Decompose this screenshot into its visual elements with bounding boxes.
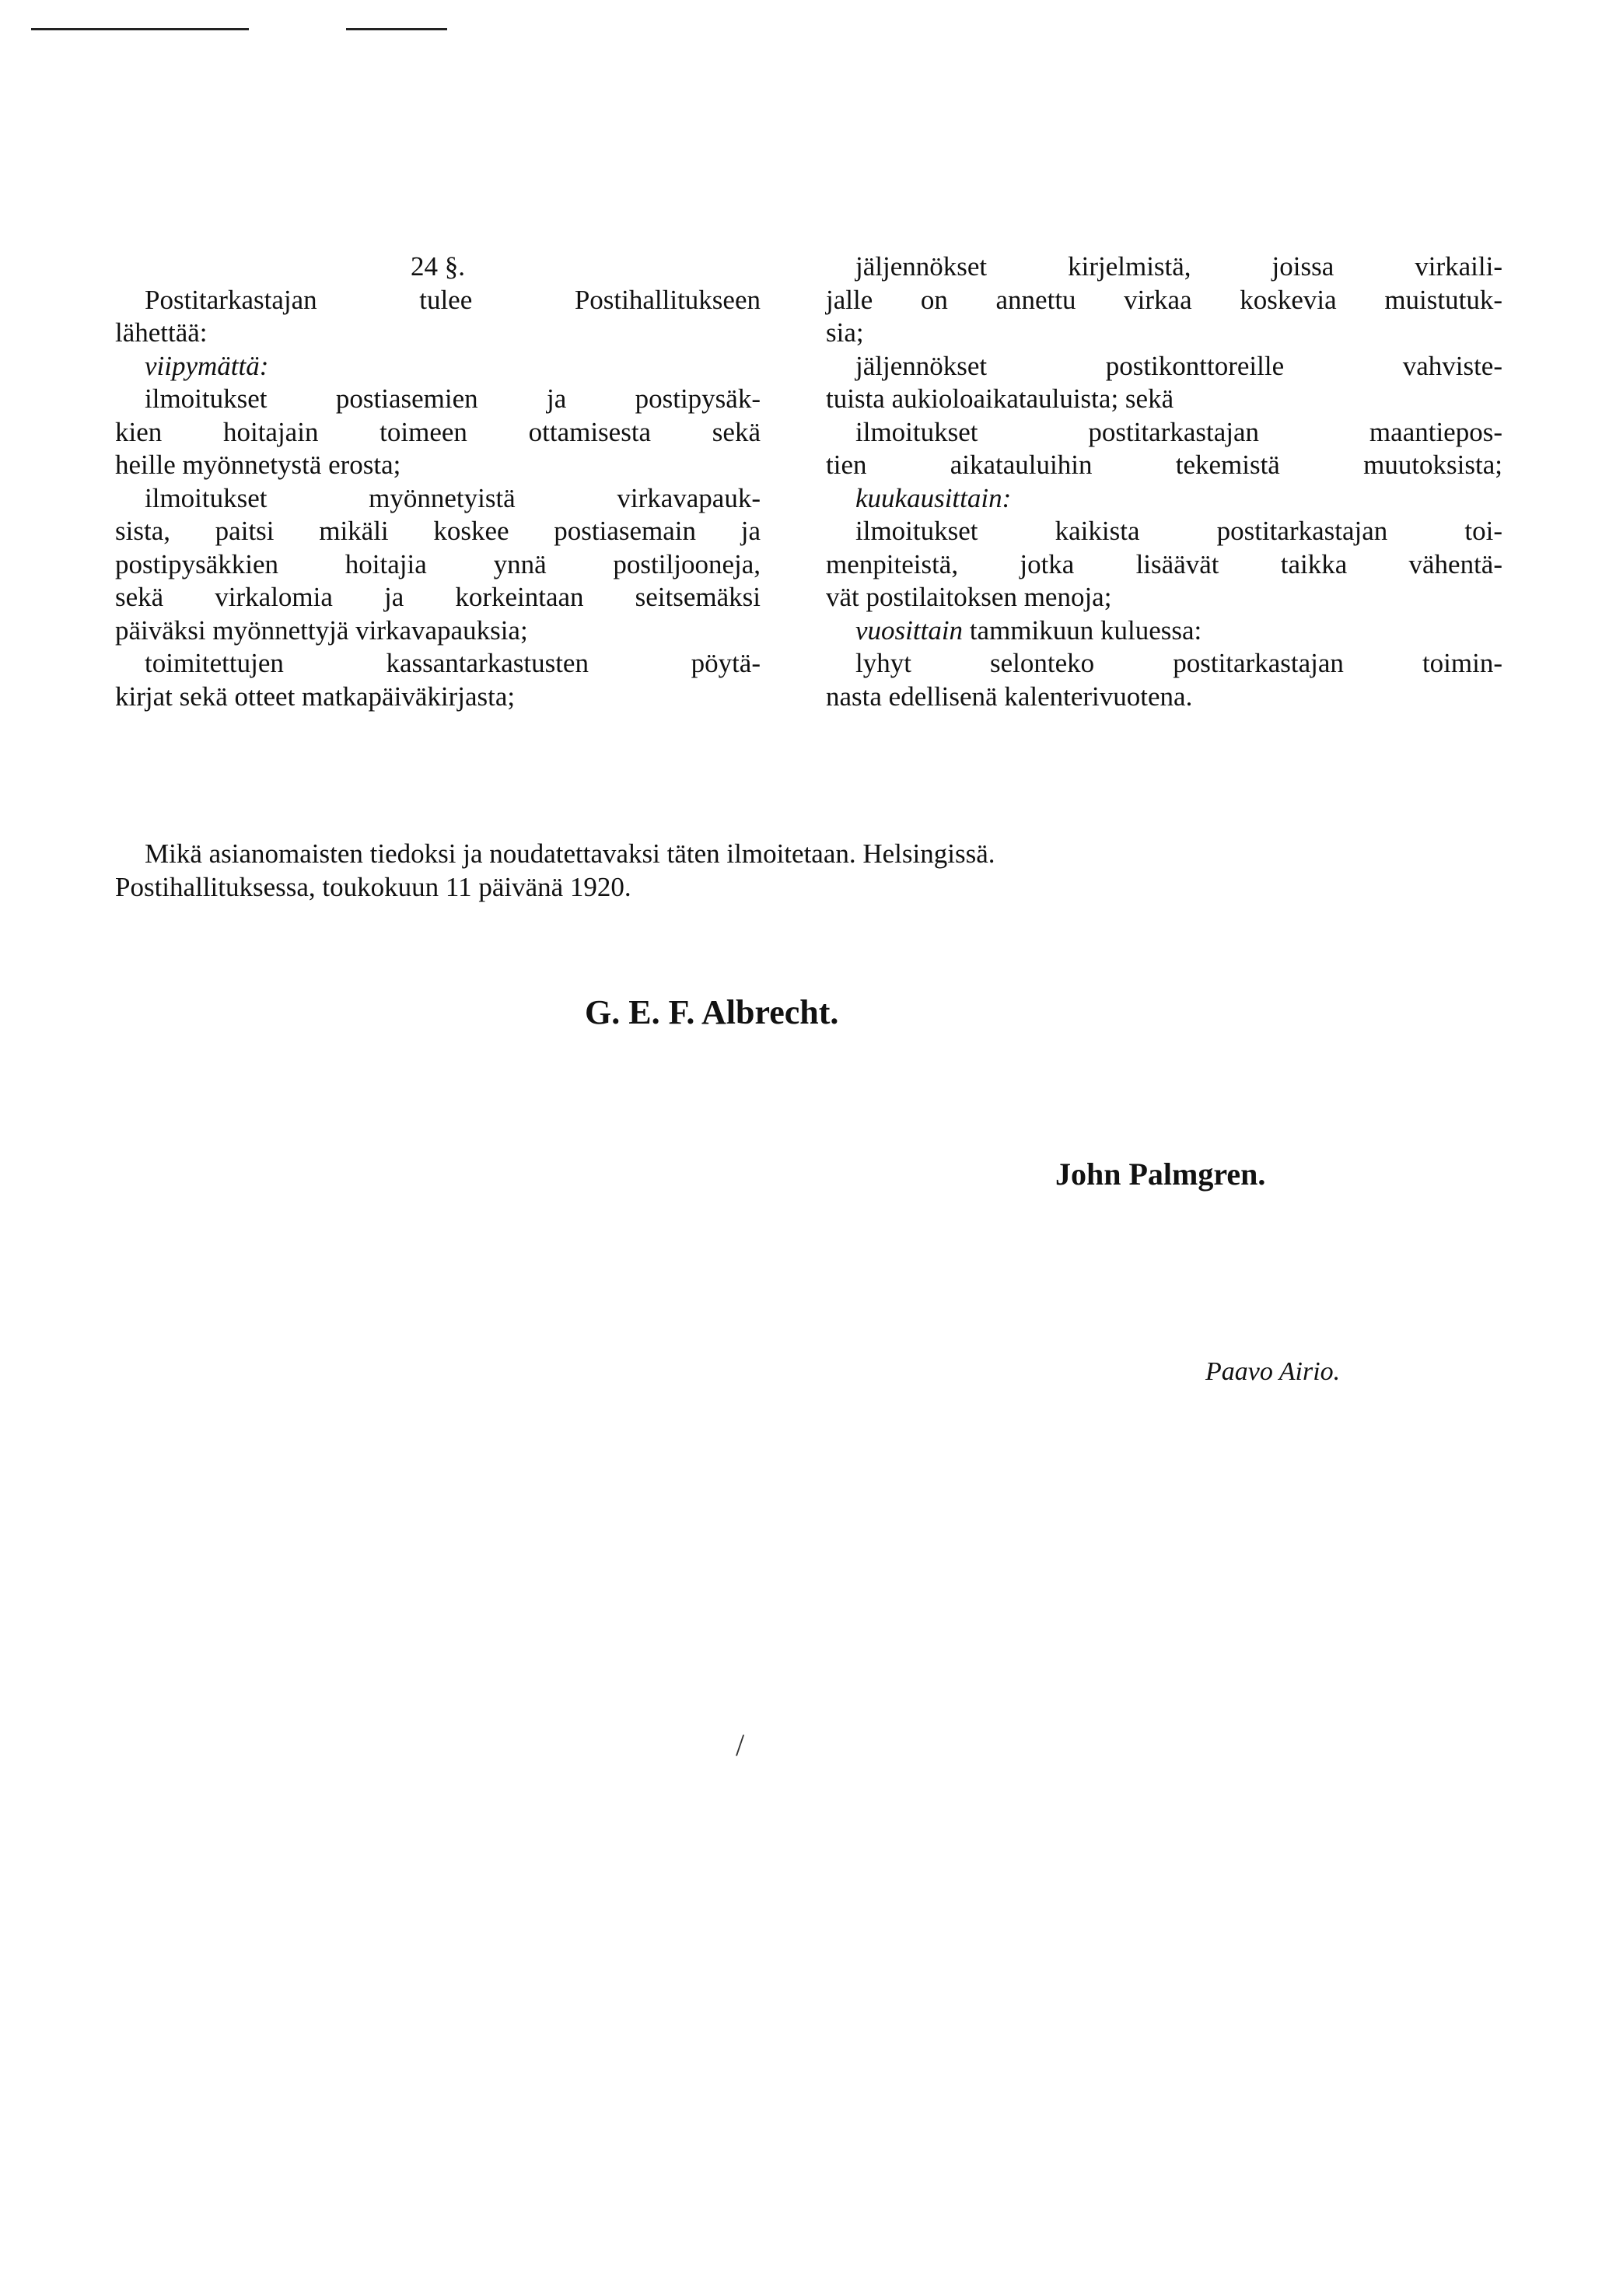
text-line: lyhyt selonteko postitarkastajan toimin- (855, 648, 1502, 678)
text-line: postipysäkkien hoitajia ynnä postiljooneja, (115, 548, 761, 579)
section-heading: 24 §. (411, 251, 465, 282)
text-line: ilmoitukset kaikista postitarkastajan toi- (855, 516, 1502, 546)
top-rule-right (346, 28, 447, 30)
text-line: nasta edellisenä kalenterivuotena. (826, 681, 1193, 712)
right-column (826, 250, 1502, 713)
text-line: lähettää: (115, 317, 208, 348)
subheading-monthly: kuukausittain: (855, 482, 1012, 513)
text-line: jäljennökset postikonttoreille vahviste- (855, 350, 1502, 381)
text-line: vät postilaitoksen menoja; (826, 582, 1112, 612)
text-line: jäljennökset kirjelmistä, joissa virkaili- (855, 251, 1502, 282)
text-line: sia; (826, 317, 864, 348)
text-line: kien hoitajain toimeen ottamisesta sekä (115, 416, 761, 447)
text-line: tien aikatauluihin tekemistä muutoksista; (826, 450, 1502, 480)
closing-line-2: Postihallituksessa, toukokuun 11 päivänä 1920. (115, 871, 631, 902)
subheading-yearly: vuosittain (855, 614, 964, 646)
text-fragment: tammikuun kuluessa: (969, 614, 1202, 646)
stray-mark: / (736, 1727, 745, 1762)
left-column (115, 250, 761, 713)
text-line: ilmoitukset postiasemien ja postipysäk- (145, 383, 761, 414)
text-line: päiväksi myönnettyjä virkavapauksia; (115, 614, 528, 646)
text-line: sista, paitsi mikäli koskee postiasemain ja (115, 516, 761, 546)
text-line: Postitarkastajan tulee Postihallitukseen (145, 284, 761, 315)
signature-albrecht: G. E. F. Albrecht. (585, 993, 839, 1031)
subheading-immediately: viipymättä: (145, 350, 269, 381)
text-line: kirjat sekä otteet matkapäiväkirjasta; (115, 681, 516, 712)
top-rule-left (31, 28, 249, 30)
yearly-line (826, 614, 1502, 648)
closing-line-1: Mikä asianomaisten tiedoksi ja noudatettavaksi täten ilmoitetaan. Helsingissä. (145, 838, 995, 869)
text-line: ilmoitukset postitarkastajan maantiepos- (855, 416, 1502, 447)
signature-palmgren: John Palmgren. (1055, 1157, 1266, 1192)
text-line: toimitettujen kassantarkastusten pöytä- (145, 648, 761, 678)
text-line: jalle on annettu virkaa koskevia muistutuk- (826, 284, 1502, 315)
text-line: sekä virkalomia ja korkeintaan seitsemäksi (115, 582, 761, 612)
signature-airio: Paavo Airio. (1205, 1357, 1341, 1386)
text-line: menpiteistä, jotka lisäävät taikka vähentä- (826, 548, 1502, 579)
closing-paragraph (115, 838, 1390, 904)
text-line: tuista aukioloaikatauluista; sekä (826, 383, 1174, 414)
text-line: heille myönnetystä erosta; (115, 450, 401, 480)
text-line: ilmoitukset myönnetyistä virkavapauk- (145, 482, 761, 513)
